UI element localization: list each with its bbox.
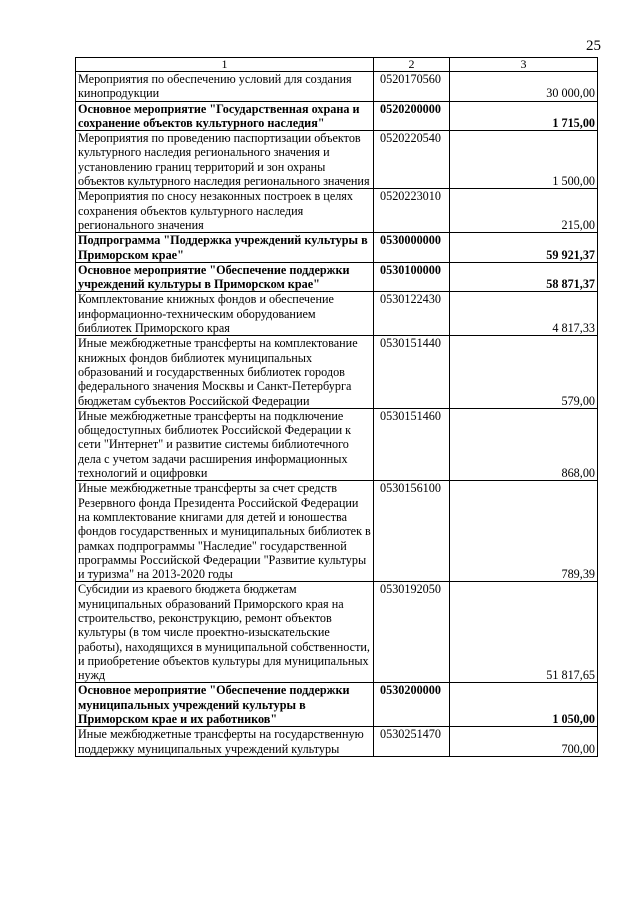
row-code: 0530100000: [374, 262, 450, 292]
column-header-amount: 3: [450, 58, 598, 72]
table-row: [76, 582, 598, 683]
row-amount: 30 000,00: [450, 72, 598, 102]
table-row: [76, 131, 598, 189]
row-code: 0530000000: [374, 233, 450, 263]
row-amount: 868,00: [450, 408, 598, 480]
table-row: [76, 336, 598, 408]
row-amount: 579,00: [450, 336, 598, 408]
row-code: 0520200000: [374, 101, 450, 131]
row-code: 0530200000: [374, 683, 450, 727]
row-name: Субсидии из краевого бюджета бюджетам муниципальных образований Приморского края на строительство, реконструкцию, ремонт объектов культуры (в том числе проектно-изыскательские работы), находящихся в муниципальной собственности, и приобретение объектов культуры для муниципальных нужд: [76, 582, 374, 683]
table-row: [76, 292, 598, 336]
row-code: 0520223010: [374, 189, 450, 233]
table-row: [76, 101, 598, 131]
row-name: Иные межбюджетные трансферты на комплектование книжных фондов библиотек муниципальных образований и государственных библиотек городов федерального значения Москвы и Санкт-Петербурга бюджетам субъектов Российской Федерации: [76, 336, 374, 408]
row-code: 0530122430: [374, 292, 450, 336]
row-amount: 59 921,37: [450, 233, 598, 263]
row-name: Иные межбюджетные трансферты за счет средств Резервного фонда Президента Российской Федерации на комплектование книгами для детей и юношества фондов государственных и муниципальных библиотек в рамках подпрограммы "Наследие" государственной программы Российской Федерации "Развитие культуры и туризма" на 2013-2020 годы: [76, 481, 374, 582]
row-amount: 1 050,00: [450, 683, 598, 727]
row-name: Основное мероприятие "Государственная охрана и сохранение объектов культурного наследия": [76, 101, 374, 131]
table-row: [76, 72, 598, 102]
row-code: 0530156100: [374, 481, 450, 582]
row-name: Комплектование книжных фондов и обеспечение информационно-техническим оборудованием библиотек Приморского края: [76, 292, 374, 336]
row-amount: 215,00: [450, 189, 598, 233]
row-name: Иные межбюджетные трансферты на подключение общедоступных библиотек Российской Федерации к сети "Интернет" и развитие системы библиотечного дела с учетом задачи расширения информационных технологий и оцифровки: [76, 408, 374, 480]
table-row: [76, 408, 598, 480]
row-name: Мероприятия по обеспечению условий для создания кинопродукции: [76, 72, 374, 102]
row-code: 0530192050: [374, 582, 450, 683]
row-amount: 58 871,37: [450, 262, 598, 292]
row-amount: 51 817,65: [450, 582, 598, 683]
row-amount: 1 500,00: [450, 131, 598, 189]
row-name: Иные межбюджетные трансферты на государственную поддержку муниципальных учреждений культуры: [76, 727, 374, 757]
row-amount: 1 715,00: [450, 101, 598, 131]
page-number: 25: [586, 38, 601, 54]
table-row: [76, 481, 598, 582]
table-row: [76, 233, 598, 263]
row-name: Мероприятия по проведению паспортизации объектов культурного наследия регионального значения и установлению границ территорий и зон охраны объектов культурного наследия регионального значения: [76, 131, 374, 189]
row-name: Мероприятия по сносу незаконных построек в целях сохранения объектов культурного наследия регионального значения: [76, 189, 374, 233]
column-header-code: 2: [374, 58, 450, 72]
budget-table: [75, 57, 598, 757]
row-amount: 700,00: [450, 727, 598, 757]
row-name: Основное мероприятие "Обеспечение поддержки муниципальных учреждений культуры в Приморском крае и их работников": [76, 683, 374, 727]
row-code: 0530151460: [374, 408, 450, 480]
row-code: 0530251470: [374, 727, 450, 757]
row-name: Основное мероприятие "Обеспечение поддержки учреждений культуры в Приморском крае": [76, 262, 374, 292]
table-row: [76, 189, 598, 233]
table-row: [76, 727, 598, 757]
table-header-row: [76, 58, 598, 72]
table-row: [76, 262, 598, 292]
column-header-name: 1: [76, 58, 374, 72]
row-code: 0520220540: [374, 131, 450, 189]
row-code: 0530151440: [374, 336, 450, 408]
row-code: 0520170560: [374, 72, 450, 102]
row-amount: 4 817,33: [450, 292, 598, 336]
table-row: [76, 683, 598, 727]
row-name: Подпрограмма "Поддержка учреждений культуры в Приморском крае": [76, 233, 374, 263]
row-amount: 789,39: [450, 481, 598, 582]
